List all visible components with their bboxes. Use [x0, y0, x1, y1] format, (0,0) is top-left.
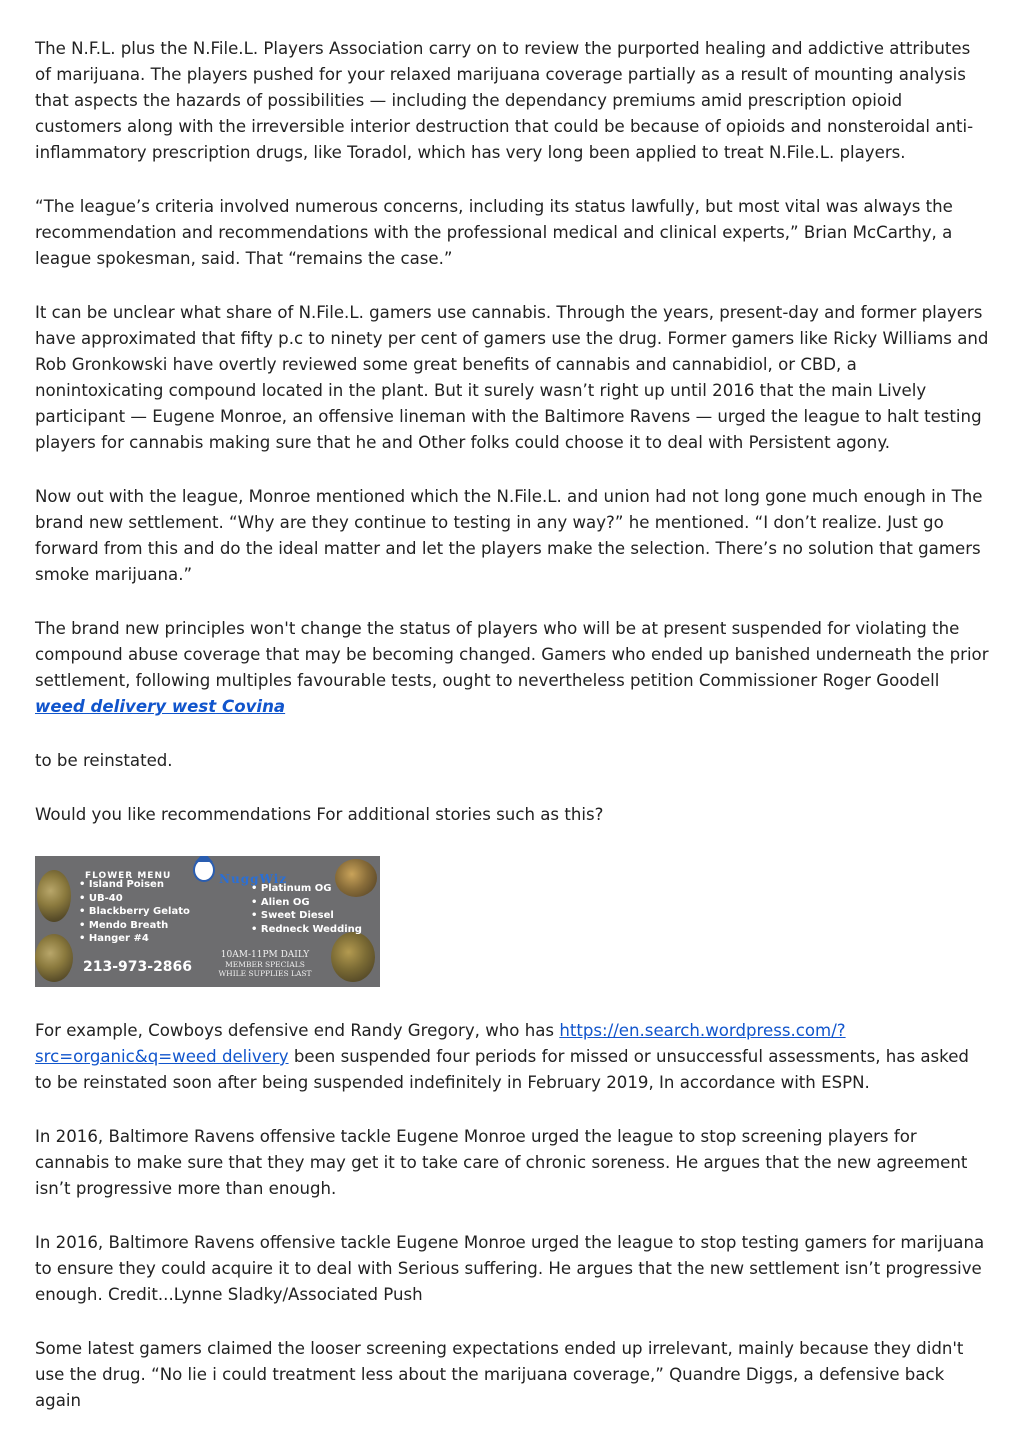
paragraph-2: “The league’s criteria involved numerous concerns, including its status lawfully, but most vital was always the recommendation and recommendations with the professional medical and clinical experts,” Brian McCarthy, a league spokesman, said. That “remains the case.” — [35, 197, 953, 268]
menu-item: • Alien OG — [251, 896, 362, 910]
bud-image-left-top — [37, 870, 71, 922]
hours-block — [210, 951, 320, 978]
hours-text: 10AM-11PM DAILY — [220, 950, 310, 960]
specials-text: MEMBER SPECIALS — [225, 960, 305, 969]
flower-menu-banner — [35, 856, 380, 987]
paragraph-11: Some latest gamers claimed the looser screening expectations ended up irrelevant, mainly because they didn't use the drug. “No lie i could treatment less about the marijuana coverage,” Quandre Diggs, a defensive back again — [35, 1339, 964, 1410]
paragraph-4: Now out with the league, Monroe mentioned which the N.File.L. and union had not long gone much enough in The brand new settlement. “Why are they continue to testing in any way?” he mentioned. “I don’t realize. Just go forward from this and do the ideal matter and let the players make the selection. There’s no solution that gamers smoke marijuana.” — [35, 487, 983, 584]
menu-item: • UB-40 — [79, 892, 190, 906]
paragraph-5 — [35, 616, 990, 720]
phone-number: 213-973-2866 — [83, 959, 193, 975]
weed-delivery-link[interactable]: weed delivery west Covina — [35, 697, 286, 716]
bud-image-right-bottom — [331, 932, 375, 982]
wordpress-search-link[interactable]: https://en.search.wordpress.com/?src=organic&q=weed delivery — [35, 1021, 846, 1066]
menu-item: • Sweet Diesel — [251, 909, 362, 923]
paragraph-5-text: The brand new principles won't change the status of players who will be at present suspended for violating the compound abuse coverage that may be becoming changed. Gamers who ended up banished underneath the prior settlement, following multiples favourable tests, ought to nevertheless petition Commissioner Roger Goodell — [35, 619, 989, 690]
nuggwiz-logo — [193, 858, 293, 884]
paragraph-8-before: For example, Cowboys defensive end Randy Gregory, who has — [35, 1021, 560, 1040]
paragraph-7: Would you like recommendations For additional stories such as this? — [35, 805, 604, 824]
menu-item: • Hanger #4 — [79, 932, 190, 946]
paragraph-3: It can be unclear what share of N.File.L. gamers use cannabis. Through the years, present-day and former players have approximated that fifty p.c to ninety per cent of gamers use the drug. Former gamers like Ricky Williams and Rob Gronkowski have overtly reviewed some great benefits of cannabis and cannabidiol, or CBD, a nonintoxicating compound located in the plant. But it surely wasn’t right up until 2016 that the main Lively participant — Eugene Monroe, an offensive lineman with the Baltimore Ravens — urged the league to halt testing players for cannabis making sure that he and Other folks could choose it to deal with Persistent agony. — [35, 303, 989, 452]
menu-list-left — [79, 878, 190, 946]
menu-list-right — [251, 882, 362, 936]
menu-item: • Blackberry Gelato — [79, 905, 190, 919]
paragraph-9: In 2016, Baltimore Ravens offensive tackle Eugene Monroe urged the league to stop screening players for cannabis to make sure that they may get it to take care of chronic soreness. He argues that the new agreement isn’t progressive more than enough. — [35, 1127, 968, 1198]
paragraph-8 — [35, 1018, 990, 1096]
paragraph-8-after: been suspended four periods for missed or unsuccessful assessments, has asked to be reinstated soon after being suspended indefinitely in February 2019, In accordance with ESPN. — [35, 1047, 969, 1092]
paragraph-1: The N.F.L. plus the N.File.L. Players Association carry on to review the purported healing and addictive attributes of marijuana. The players pushed for your relaxed marijuana coverage partially as a result of mounting analysis that aspects the hazards of possibilities — including the dependancy premiums amid prescription opioid customers along with the irreversible interior destruction that could be because of opioids and nonsteroidal anti-inflammatory prescription drugs, like Toradol, which has very long been applied to treat N.File.L. players. — [35, 39, 974, 162]
paragraph-10: In 2016, Baltimore Ravens offensive tackle Eugene Monroe urged the league to stop testing gamers for marijuana to ensure they could acquire it to deal with Serious suffering. He argues that the new settlement isn’t progressive enough. Credit...Lynne Sladky/Associated Push — [35, 1233, 985, 1304]
wizard-hat-icon — [195, 856, 213, 862]
menu-item: • Island Poisen — [79, 878, 190, 892]
article-body — [35, 36, 990, 1442]
bud-image-left-bottom — [35, 934, 73, 982]
menu-title: FLOWER MENU — [85, 871, 172, 881]
paragraph-6: to be reinstated. — [35, 751, 173, 770]
supplies-text: WHILE SUPPLIES LAST — [218, 969, 312, 978]
menu-item: • Mendo Breath — [79, 919, 190, 933]
logo-text: NuggWiz — [219, 872, 288, 886]
menu-item: • Platinum OG — [251, 882, 362, 896]
menu-item: • Redneck Wedding — [251, 923, 362, 937]
